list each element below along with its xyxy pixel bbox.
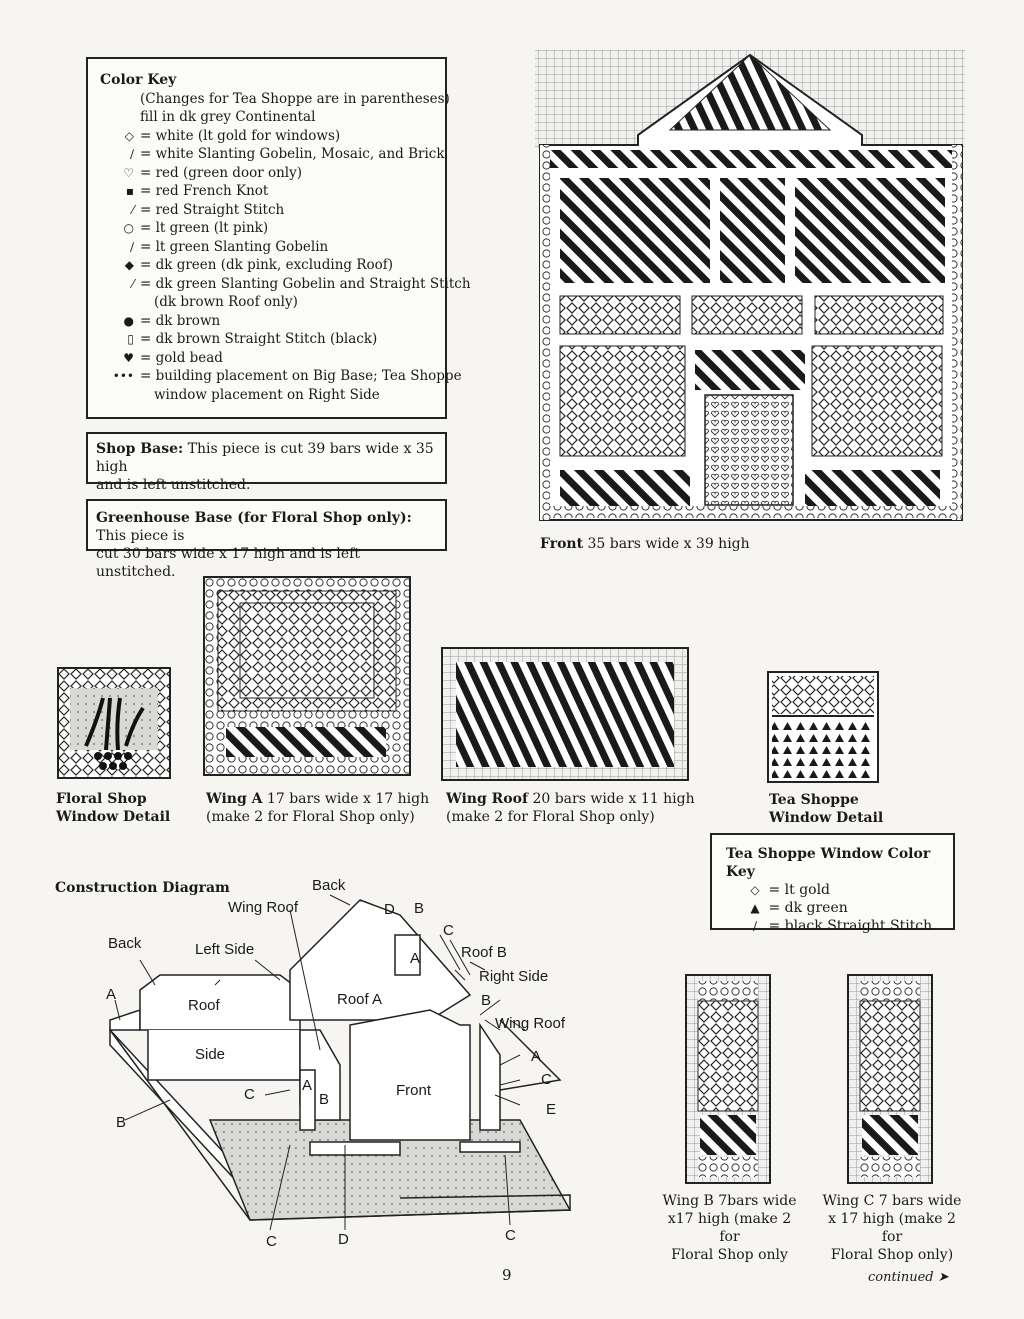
construction-label-b-wing: B <box>319 1091 330 1108</box>
color-key-text: = red (green door only) <box>140 164 302 181</box>
wing-a-note: (make 2 for Floral Shop only) <box>206 809 415 825</box>
wing-c-line3: Floral Shop only) <box>830 1247 954 1263</box>
color-key-text: window placement on Right Side <box>154 386 380 403</box>
floral-window-caption-2: Window Detail <box>56 809 171 825</box>
wing-roof-note: (make 2 for Floral Shop only) <box>446 809 655 825</box>
construction-label-c-mid: C <box>244 1086 255 1103</box>
tea-key-text: = dk green <box>768 900 848 916</box>
wing-roof-caption <box>446 790 695 808</box>
construction-label-front: Front <box>396 1082 432 1099</box>
front-chart <box>530 50 970 530</box>
color-key-item <box>100 164 433 183</box>
construction-label-b-right: B <box>481 992 492 1009</box>
continued-text: continued <box>868 1270 934 1285</box>
color-key-list <box>100 127 471 405</box>
construction-label-back-top: Back <box>312 877 346 894</box>
color-key-symbol-icon: ◆ <box>124 258 134 272</box>
shop-base-title: Shop Base: <box>96 441 184 457</box>
wing-a-name: Wing A <box>206 791 263 807</box>
color-key-item <box>100 312 433 331</box>
wing-a-desc: 17 bars wide x 17 high <box>266 791 430 807</box>
tea-key-list <box>726 881 939 935</box>
construction-label-b-left: B <box>116 1114 127 1131</box>
construction-diagram <box>100 880 580 1250</box>
continued-label <box>868 1270 949 1285</box>
construction-label-wing-roof-left: Wing Roof <box>228 899 299 916</box>
construction-label-roof: Roof <box>188 997 220 1014</box>
construction-label-roof-b: Roof B <box>461 944 507 961</box>
tea-key-text: = black Straight Stitch <box>768 918 933 934</box>
color-key-item <box>100 293 433 312</box>
greenhouse-base-box <box>86 499 447 580</box>
color-key-note-1: (Changes for Tea Shoppe are in parentheses) <box>140 90 450 107</box>
tea-window-chart <box>768 672 880 784</box>
color-key-text: = white Slanting Gobelin, Mosaic, and Brick <box>140 146 445 162</box>
construction-label-c-bottom-right: C <box>505 1227 516 1244</box>
front-name: Front <box>540 536 584 552</box>
color-key-text: = dk brown <box>140 312 221 329</box>
color-key-item <box>100 256 433 275</box>
page-number: 9 <box>502 1266 512 1284</box>
wing-b-line2: x17 high (make 2 for <box>667 1211 792 1245</box>
color-key-item <box>100 238 433 257</box>
color-key-symbol-icon: ••• <box>112 369 134 383</box>
color-key-item <box>100 145 445 164</box>
wing-b-caption <box>662 1192 797 1264</box>
construction-label-e-right: E <box>546 1101 557 1118</box>
construction-label-wing-roof-right: Wing Roof <box>495 1015 566 1032</box>
color-key-symbol-icon: ∕ <box>129 239 134 254</box>
construction-label-a-left: A <box>106 986 117 1003</box>
construction-label-b-top: B <box>414 900 425 917</box>
wing-roof-name: Wing Roof <box>446 791 528 807</box>
color-key-symbol-icon: ◇ <box>124 128 134 143</box>
wing-roof-desc: 20 bars wide x 11 high <box>532 791 695 807</box>
greenhouse-base-title: Greenhouse Base (for Floral Shop only): <box>96 510 412 526</box>
construction-label-a-right: A <box>531 1048 542 1065</box>
color-key-title: Color Key <box>100 72 177 88</box>
color-key-item <box>100 349 433 368</box>
color-key-symbol-icon: ⁄ <box>131 202 134 217</box>
color-key-item <box>100 275 471 294</box>
construction-title: Construction Diagram <box>55 880 230 896</box>
tea-key-symbol-icon: ◇ <box>750 883 760 897</box>
wing-b-line3: Floral Shop only <box>671 1247 788 1263</box>
construction-label-roof-a: Roof A <box>337 991 383 1008</box>
wing-c-line2: x 17 high (make 2 for <box>828 1211 956 1245</box>
color-key-text: = gold bead <box>140 349 223 366</box>
construction-label-c-right: C <box>541 1071 552 1088</box>
floral-window-chart <box>58 668 172 780</box>
wing-c-line1: Wing C 7 bars wide <box>822 1193 962 1209</box>
greenhouse-base-line1: This piece is <box>96 528 185 544</box>
color-key-item <box>100 219 433 238</box>
color-key-text: = white (lt gold for windows) <box>140 127 341 144</box>
greenhouse-base-line2: cut 30 bars wide x 17 high and is left unstitched. <box>96 546 360 580</box>
construction-label-d-bottom: D <box>338 1231 349 1248</box>
shop-base-box <box>86 432 447 493</box>
tea-key-item <box>726 917 939 935</box>
construction-label-a-wing: A <box>302 1077 313 1094</box>
wing-c-caption <box>822 1192 962 1264</box>
construction-label-a-top: A <box>410 950 421 967</box>
color-key-text: = red French Knot <box>140 183 269 199</box>
color-key-symbol-icon: ⁄ <box>131 276 134 291</box>
tea-key-box <box>710 833 955 934</box>
construction-label-d-top: D <box>384 901 395 918</box>
front-desc: 35 bars wide x 39 high <box>587 536 750 552</box>
color-key-item <box>100 367 462 386</box>
arrow-right-icon: ➤ <box>937 1270 949 1285</box>
color-key-item <box>100 182 433 201</box>
color-key-text: = dk green (dk pink, excluding Roof) <box>140 257 394 273</box>
construction-label-c-top: C <box>443 922 454 939</box>
tea-key-item <box>726 881 939 899</box>
wing-c-chart <box>848 975 934 1185</box>
color-key-box <box>86 57 471 419</box>
color-key-symbol-icon: ♡ <box>123 165 134 180</box>
tea-window-caption-1: Tea Shoppe <box>769 792 859 808</box>
color-key-text: = dk brown Straight Stitch (black) <box>140 331 378 347</box>
color-key-symbol-icon: ○ <box>123 221 134 235</box>
color-key-symbol-icon: ∕ <box>129 147 134 161</box>
construction-label-side: Side <box>195 1046 226 1063</box>
shop-base-line1: This piece is cut 39 bars wide x 35 high <box>96 441 434 475</box>
color-key-item <box>100 127 433 146</box>
tea-key-title: Tea Shoppe Window Color Key <box>726 846 931 880</box>
color-key-note-2: fill in dk grey Continental <box>140 109 316 125</box>
construction-label-c-bottom: C <box>266 1233 277 1250</box>
construction-label-left-side: Left Side <box>195 941 255 958</box>
wing-roof-chart <box>442 648 690 782</box>
color-key-item <box>100 330 433 349</box>
tea-key-symbol-icon: ∕ <box>752 919 758 933</box>
color-key-text: = red Straight Stitch <box>140 201 285 218</box>
color-key-text: (dk brown Roof only) <box>154 294 298 310</box>
wing-b-line1: Wing B 7bars wide <box>662 1193 797 1209</box>
tea-key-symbol-icon: ▲ <box>750 901 760 915</box>
color-key-symbol-icon: ▪ <box>125 184 134 198</box>
color-key-symbol-icon: ♥ <box>123 350 134 365</box>
color-key-text: = building placement on Big Base; Tea Shoppe <box>140 368 462 384</box>
color-key-text: = lt green (lt pink) <box>140 220 269 236</box>
color-key-text: = dk green Slanting Gobelin and Straight Stitch <box>140 275 471 292</box>
color-key-text: = lt green Slanting Gobelin <box>140 238 329 255</box>
tea-window-caption-2: Window Detail <box>769 810 884 826</box>
wing-a-caption <box>206 790 429 808</box>
floral-window-caption-1: Floral Shop <box>56 791 147 807</box>
tea-key-item <box>726 899 939 917</box>
color-key-symbol-icon: ● <box>123 313 134 328</box>
wing-b-chart <box>686 975 772 1185</box>
tea-key-text: = lt gold <box>768 882 831 898</box>
wing-a-chart <box>204 577 412 777</box>
color-key-item <box>100 201 433 220</box>
color-key-symbol-icon: ▯ <box>127 332 134 346</box>
shop-base-line2: and is left unstitched. <box>96 477 251 493</box>
construction-label-back-left: Back <box>108 935 142 952</box>
color-key-item <box>100 386 433 405</box>
construction-label-right-side: Right Side <box>479 968 549 985</box>
front-caption <box>540 535 750 553</box>
